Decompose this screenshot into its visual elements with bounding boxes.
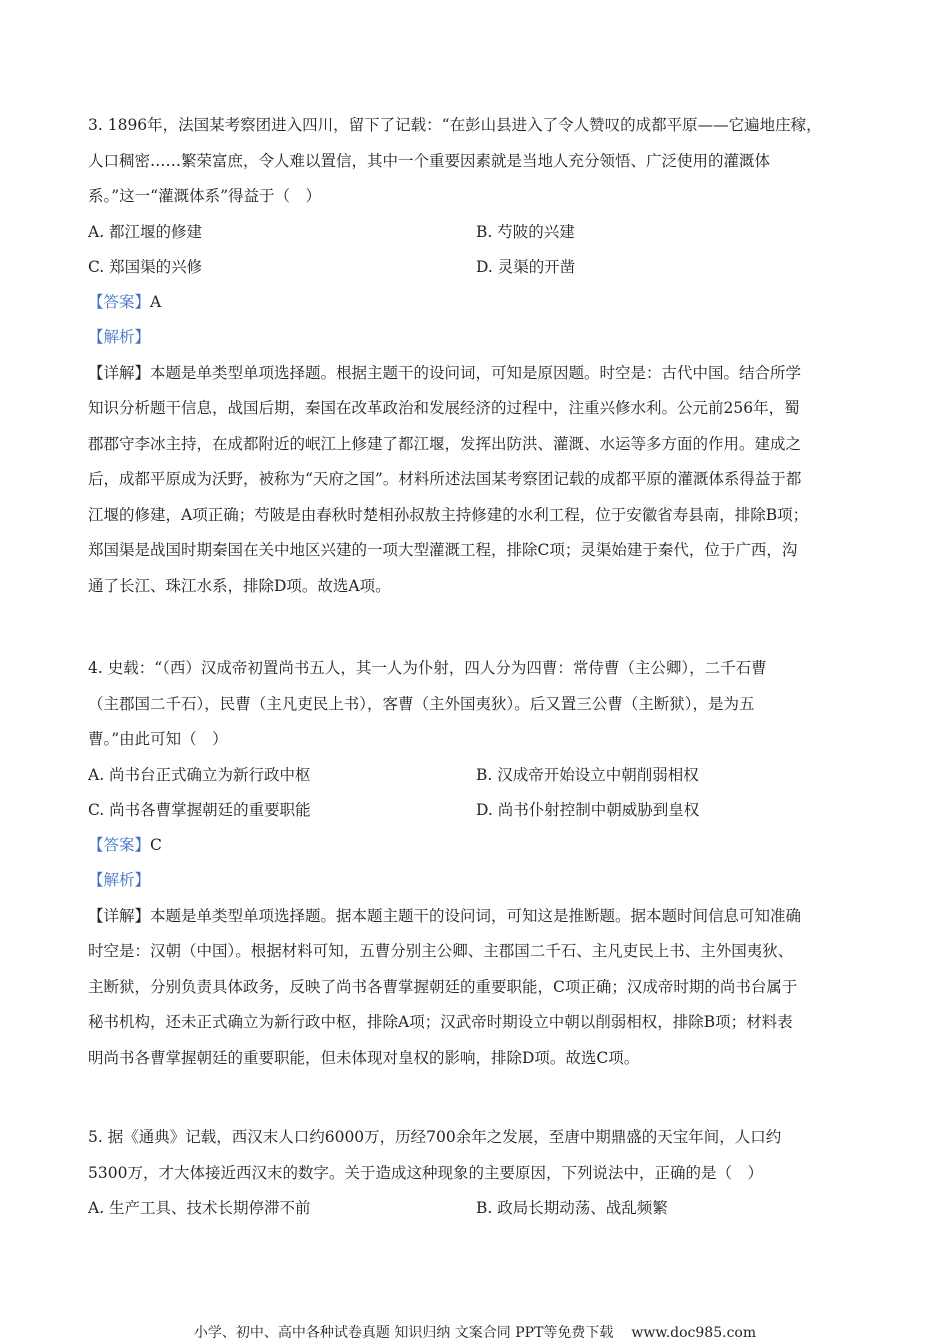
option-b: B. 芍陂的兴建 — [476, 222, 575, 241]
detail-line — [88, 356, 878, 392]
analysis-tag: 【解析】 — [88, 871, 151, 889]
options-row — [88, 215, 878, 250]
option-b: B. 汉成帝开始设立中朝削弱相权 — [476, 765, 699, 784]
detail-line: 时空是：汉朝（中国）。根据材料可知，五曹分别主公卿、主郡国二千石、主凡吏民上书、主外国夷狄、 — [88, 942, 794, 960]
question-stem-line: 曹。”由此可知（ ） — [88, 730, 228, 748]
option-b: B. 政局长期动荡、战乱频繁 — [476, 1199, 668, 1217]
detail-text: 本题是单类型单项选择题。根据主题干的设问词，可知是原因题。时空是：古代中国。结合所学 — [150, 363, 802, 382]
answer-tag: 【答案】 — [88, 835, 151, 854]
detail-tag: 【详解】 — [88, 363, 151, 382]
question-4 — [88, 651, 878, 1076]
question-stem-line: 5300万，才大体接近西汉末的数字。关于造成这种现象的主要原因，下列说法中，正确的是（ ） — [88, 1163, 763, 1182]
detail-line: 秘书机构，还未正式确立为新行政中枢，排除A项；汉武帝时期设立中朝以削弱相权，排除B项；材料表 — [88, 1013, 793, 1031]
options-row — [88, 1191, 878, 1226]
analysis-tag: 【解析】 — [88, 328, 151, 346]
option-d: D. 灵渠的开凿 — [476, 257, 576, 276]
question-stem-line: 人口稠密……繁荣富庶，令人难以置信，其中一个重要因素就是当地人充分领悟、广泛使用的灌溉体 — [88, 151, 771, 170]
detail-tag: 【详解】 — [88, 906, 151, 925]
question-stem-line: 5. 据《通典》记载，西汉末人口约6000万，历经700余年之发展，至唐中期鼎盛的天宝年间，人口约 — [88, 1128, 782, 1146]
detail-line: 郑国渠是战国时期秦国在关中地区兴建的一项大型灌溉工程，排除C项；灵渠始建于秦代，位于广西，沟 — [88, 541, 798, 559]
analysis-line — [88, 320, 878, 356]
option-d: D. 尚书仆射控制中朝威胁到皇权 — [476, 800, 700, 819]
detail-line: 江堰的修建，A项正确；芍陂是由春秋时楚相孙叔敖主持修建的水利工程，位于安徽省寿县南，排除B项； — [88, 505, 809, 524]
footer-url[interactable]: www.doc985.com — [631, 1325, 757, 1341]
detail-line: 明尚书各曹掌握朝廷的重要职能，但未体现对皇权的影响，排除D项。故选C项。 — [88, 1048, 640, 1067]
options-row — [88, 758, 878, 793]
option-c: C. 尚书各曹掌握朝廷的重要职能 — [88, 800, 311, 819]
detail-line: 主断狱，分别负责具体政务，反映了尚书各曹掌握朝廷的重要职能，C项正确；汉成帝时期的尚书台属于 — [88, 977, 798, 996]
footer-text: 小学、初中、高中各种试卷真题 知识归纳 文案合同 PPT等免费下载 — [193, 1325, 614, 1341]
question-5 — [88, 1120, 878, 1226]
detail-text: 本题是单类型单项选择题。据本题主题干的设问词，可知这是推断题。据本题时间信息可知准确 — [150, 906, 802, 925]
option-c: C. 郑国渠的兴修 — [88, 257, 203, 276]
answer-tag: 【答案】 — [88, 292, 151, 311]
option-a: A. 生产工具、技术长期停滞不前 — [88, 1199, 311, 1217]
answer-value: C — [150, 835, 162, 854]
option-a: A. 都江堰的修建 — [88, 222, 203, 241]
detail-line: 知识分析题干信息，战国后期，秦国在改革政治和发展经济的过程中，注重兴修水利。公元前256年，蜀 — [88, 399, 800, 417]
question-stem-line: （主郡国二千石），民曹（主凡吏民上书），客曹（主外国夷狄）。后又置三公曹（主断狱），是为五 — [88, 694, 755, 713]
analysis-line — [88, 863, 878, 899]
detail-line — [88, 899, 878, 935]
page-footer — [0, 1322, 950, 1342]
question-stem-line: 系。”这一“灌溉体系”得益于（ ） — [88, 187, 322, 205]
question-3 — [88, 108, 878, 604]
detail-line: 后，成都平原成为沃野，被称为“天府之国”。材料所述法国某考察团记载的成都平原的灌溉体系得益于都 — [88, 470, 802, 488]
question-stem-line: 4. 史载：“（西）汉成帝初置尚书五人，其一人为仆射，四人分为四曹：常侍曹（主公卿），二千石曹 — [88, 659, 767, 677]
answer-value: A — [150, 292, 162, 311]
options-row — [88, 250, 878, 285]
detail-line: 通了长江、珠江水系，排除D项。故选A项。 — [88, 576, 391, 595]
answer-line — [88, 828, 878, 864]
option-a: A. 尚书台正式确立为新行政中枢 — [88, 765, 311, 784]
question-stem-line: 3. 1896年，法国某考察团进入四川，留下了记载：“在彭山县进入了令人赞叹的成都平原——它遍地庄稼， — [88, 116, 822, 134]
answer-line — [88, 285, 878, 321]
options-row — [88, 793, 878, 828]
detail-line: 郡郡守李冰主持，在成都附近的岷江上修建了都江堰，发挥出防洪、灌溉、水运等多方面的作用。建成之 — [88, 434, 802, 453]
